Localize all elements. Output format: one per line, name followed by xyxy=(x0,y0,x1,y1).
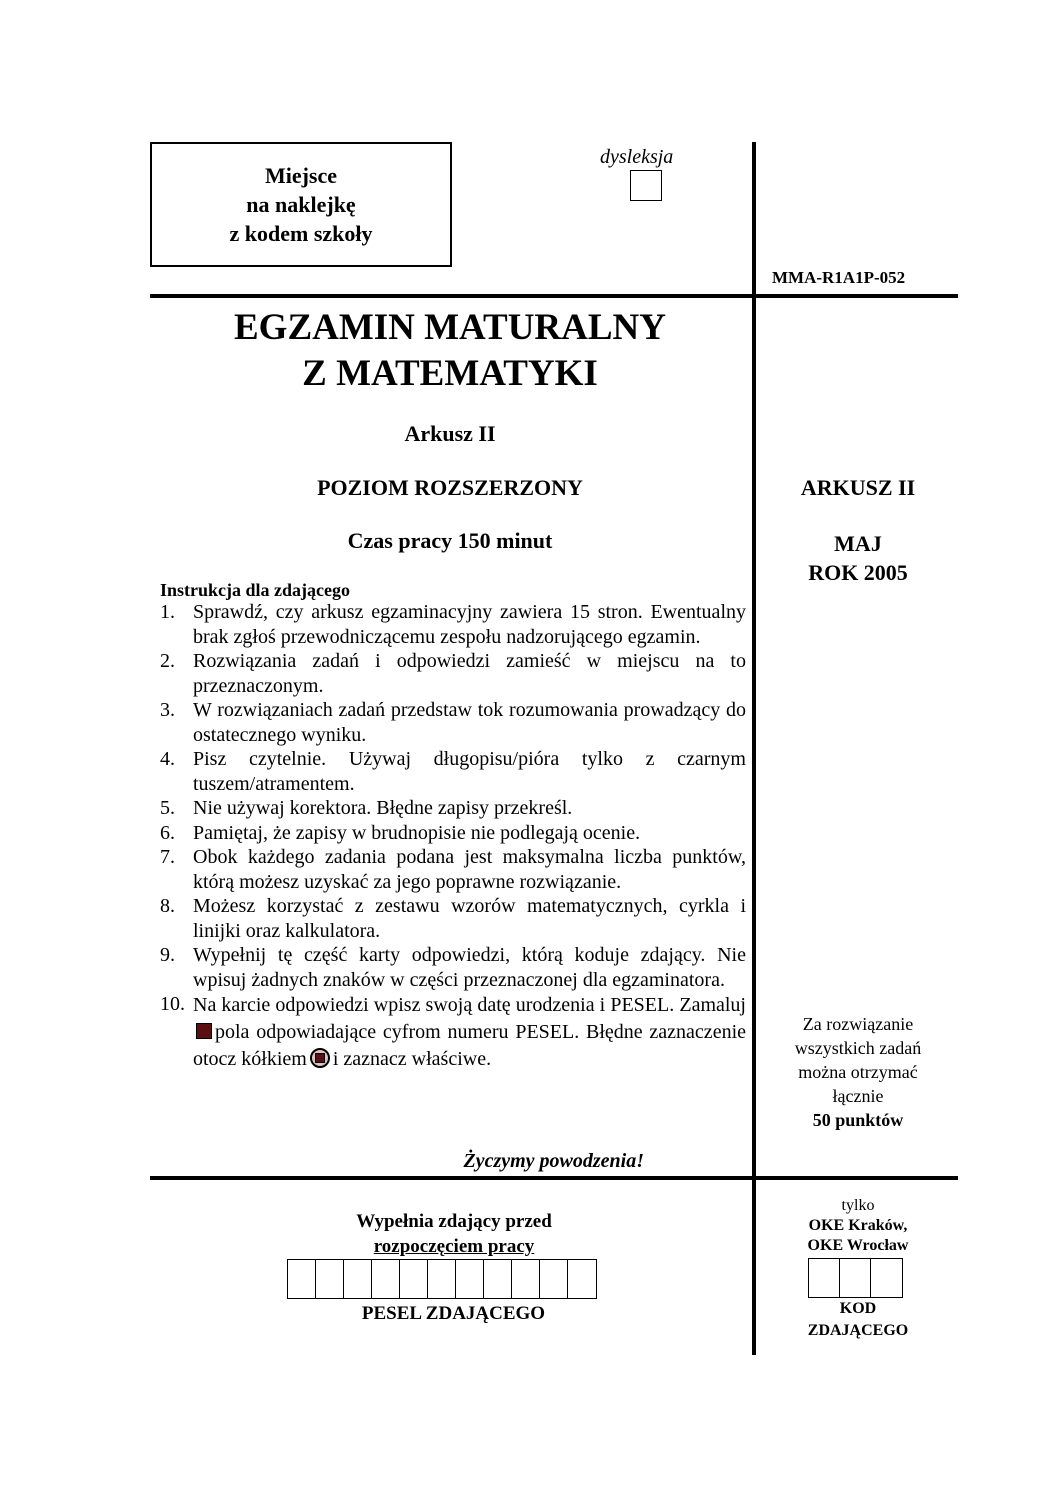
dyslexia-checkbox[interactable] xyxy=(630,170,662,201)
candidate-code-label xyxy=(758,1298,958,1342)
instruction-number: 2. xyxy=(160,650,175,672)
pesel-input-grid[interactable] xyxy=(287,1259,597,1299)
instruction-10-part3: i zaznacz właściwe. xyxy=(332,1048,492,1070)
points-line-4: łącznie xyxy=(832,1086,884,1106)
fill-by-candidate-label xyxy=(300,1209,608,1259)
pesel-digit-cell[interactable] xyxy=(456,1260,484,1298)
instruction-text xyxy=(193,992,746,1073)
instruction-number: 3. xyxy=(160,699,175,721)
oke-only-label xyxy=(758,1196,958,1256)
instruction-text: Sprawdź, czy arkusz egzaminacyjny zawiera 15 stron. Ewentualny brak zgłoś przewodniczącemu zespołu nadzorującego egzamin. xyxy=(193,601,746,648)
instruction-10-part2: pola odpowiadające cyfrom numeru PESEL. Błędne zaznaczenie otocz kółkiem xyxy=(193,1021,746,1070)
kod-line-2: ZDAJĄCEGO xyxy=(807,1322,909,1339)
instruction-item xyxy=(160,894,746,943)
pesel-digit-cell[interactable] xyxy=(288,1260,316,1298)
pesel-digit-cell[interactable] xyxy=(568,1260,596,1298)
instruction-text: Pamiętaj, że zapisy w brudnopisie nie podlegają ocenie. xyxy=(193,821,641,844)
time-label: Czas pracy 150 minut xyxy=(347,528,553,553)
instruction-text: Pisz czytelnie. Używaj długopisu/pióra tylko z czarnym tuszem/atramentem. xyxy=(193,748,746,795)
instruction-text: Wypełnij tę część karty odpowiedzi, którą koduje zdający. Nie wpisuj żadnych znaków w części przeznaczonej dla egzaminatora. xyxy=(193,944,746,991)
instructions-heading: Instrukcja dla zdającego xyxy=(160,580,350,600)
instruction-10-part1: Na karcie odpowiedzi wpisz swoją datę urodzenia i PESEL. Zamaluj xyxy=(193,994,746,1016)
vertical-divider xyxy=(752,142,756,1355)
month-label: MAJ xyxy=(834,531,882,556)
points-line-1: Za rozwiązanie xyxy=(802,1014,914,1034)
pesel-digit-cell[interactable] xyxy=(512,1260,540,1298)
year-label: ROK 2005 xyxy=(808,560,908,585)
instruction-number: 9. xyxy=(160,944,175,966)
instruction-number: 6. xyxy=(160,821,175,844)
points-line-3: można otrzymać xyxy=(798,1062,918,1082)
instruction-number: 4. xyxy=(160,748,175,770)
exam-title-line1: EGZAMIN MATURALNY xyxy=(233,307,666,348)
header-divider xyxy=(150,294,958,298)
instruction-number: 7. xyxy=(160,846,175,868)
kod-line-1: KOD xyxy=(839,1300,877,1317)
pesel-digit-cell[interactable] xyxy=(372,1260,400,1298)
school-sticker-box xyxy=(150,142,452,267)
instruction-number: 1. xyxy=(160,601,175,623)
instructions xyxy=(160,580,746,1073)
sheet-label: Arkusz II xyxy=(404,421,496,446)
pesel-digit-cell[interactable] xyxy=(344,1260,372,1298)
fill-line-1: Wypełnia zdający przed xyxy=(356,1211,552,1232)
sticker-line-2: na naklejkę xyxy=(246,192,356,217)
instruction-text: Możesz korzystać z zestawu wzorów matematycznych, cyrkla i linijki oraz kalkulatora. xyxy=(193,895,746,942)
instruction-item xyxy=(160,821,746,846)
instruction-item xyxy=(160,747,746,796)
footer-divider xyxy=(150,1176,958,1180)
instruction-item xyxy=(160,698,746,747)
pesel-digit-cell[interactable] xyxy=(484,1260,512,1298)
instruction-text: W rozwiązaniach zadań przedstaw tok rozumowania prowadzący do ostatecznego wyniku. xyxy=(193,699,746,746)
pesel-digit-cell[interactable] xyxy=(540,1260,568,1298)
points-info xyxy=(758,1012,958,1132)
code-digit-cell[interactable] xyxy=(840,1259,871,1297)
points-line-2: wszystkich zadań xyxy=(794,1038,922,1058)
exam-code: MMA-R1A1P-052 xyxy=(772,268,906,287)
only-line-1: tylko xyxy=(841,1197,875,1214)
instruction-number: 5. xyxy=(160,797,175,819)
sticker-line-3: z kodem szkoły xyxy=(229,221,373,246)
pesel-digit-cell[interactable] xyxy=(428,1260,456,1298)
instruction-item xyxy=(160,943,746,992)
pesel-digit-cell[interactable] xyxy=(316,1260,344,1298)
instruction-item-10 xyxy=(160,992,746,1073)
exam-title-line2: Z MATEMATYKI xyxy=(302,353,598,394)
right-sheet-label: ARKUSZ II xyxy=(800,475,916,500)
circled-square-icon xyxy=(310,1048,330,1068)
fill-line-2: rozpoczęciem pracy xyxy=(373,1236,535,1257)
candidate-code-grid[interactable] xyxy=(808,1258,903,1298)
instruction-text: Obok każdego zadania podana jest maksymalna liczba punktów, którą możesz uzyskać za jego poprawne rozwiązanie. xyxy=(193,846,746,893)
code-digit-cell[interactable] xyxy=(809,1259,840,1297)
instruction-number: 8. xyxy=(160,895,175,917)
pesel-digit-cell[interactable] xyxy=(400,1260,428,1298)
code-digit-cell[interactable] xyxy=(871,1259,902,1297)
only-line-2: OKE Kraków, xyxy=(808,1217,908,1234)
instruction-item xyxy=(160,649,746,698)
level-label: POZIOM ROZSZERZONY xyxy=(317,475,583,500)
filled-square-icon xyxy=(196,1023,212,1039)
points-total: 50 punktów xyxy=(812,1110,904,1130)
instruction-text: Nie używaj korektora. Błędne zapisy przekreśl. xyxy=(193,797,573,819)
instruction-item xyxy=(160,600,746,649)
dyslexia-label: dysleksja xyxy=(600,146,674,168)
pesel-label: PESEL ZDAJĄCEGO xyxy=(361,1303,546,1324)
instruction-text: Rozwiązania zadań i odpowiedzi zamieść w miejscu na to przeznaczonym. xyxy=(193,650,746,697)
sticker-line-1: Miejsce xyxy=(264,163,338,188)
only-line-3: OKE Wrocław xyxy=(807,1237,909,1254)
instruction-item xyxy=(160,845,746,894)
instruction-item xyxy=(160,796,746,821)
good-luck-text: Życzymy powodzenia! xyxy=(463,1150,644,1172)
instruction-number: 10. xyxy=(160,993,185,1015)
